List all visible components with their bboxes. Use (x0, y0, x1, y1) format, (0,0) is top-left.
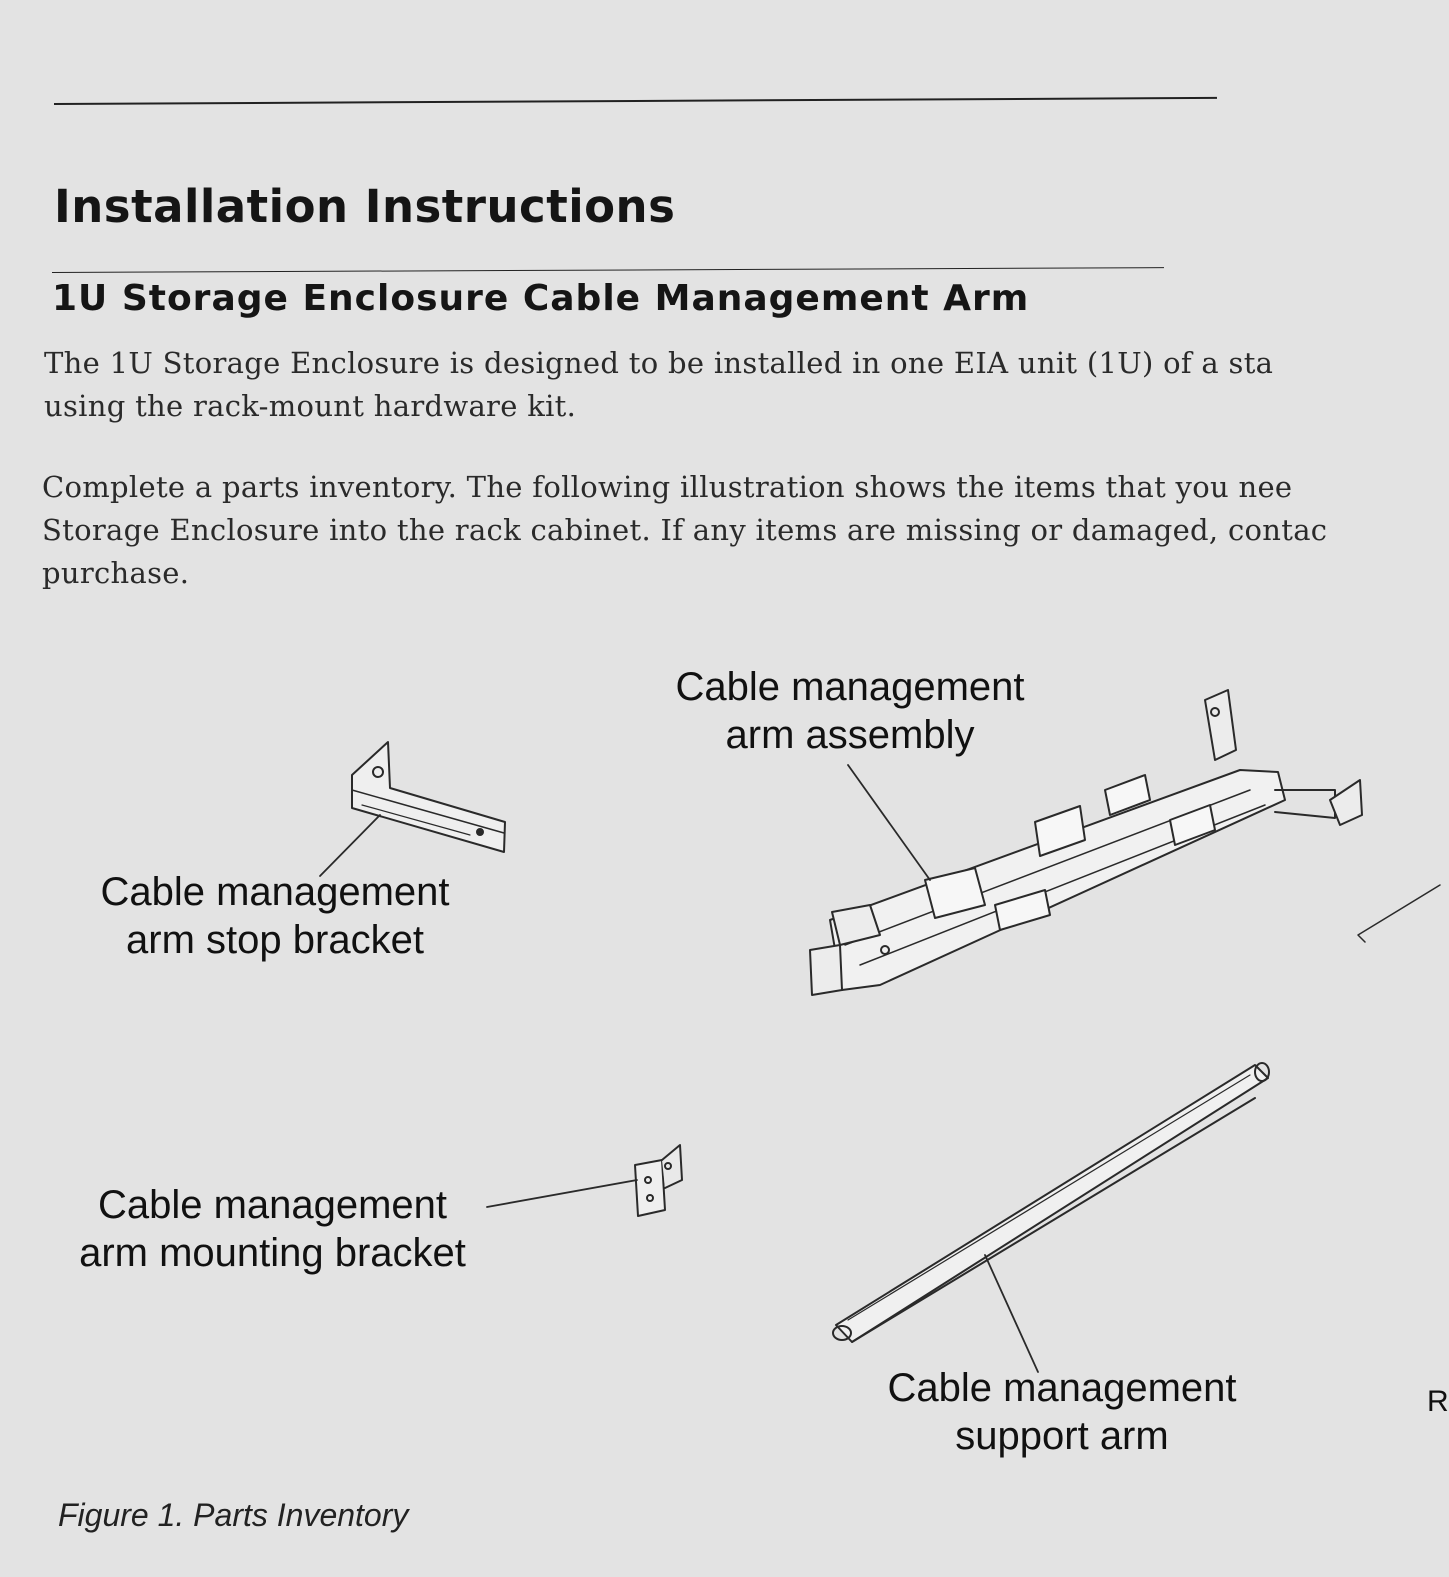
support-arm-illustration (833, 1063, 1269, 1342)
support-arm-callout (862, 1364, 1262, 1460)
cut-off-part-edge (1358, 885, 1440, 942)
mounting-bracket-callout (50, 1181, 495, 1277)
section-title: 1U Storage Enclosure Cable Management Arm (52, 278, 1030, 319)
figure-caption: Figure 1. Parts Inventory (58, 1497, 409, 1533)
arm-assembly-leader-line (848, 765, 930, 880)
callout-line: Cable management (100, 870, 450, 914)
paragraph-line: purchase. (42, 556, 190, 590)
callout-line: arm stop bracket (126, 918, 424, 962)
callout-line: Cable management (675, 665, 1025, 709)
callout-line: arm assembly (725, 713, 975, 757)
callout-line: Cable management (887, 1366, 1237, 1410)
callout-line: arm mounting bracket (79, 1231, 466, 1275)
page-title: Installation Instructions (54, 180, 676, 233)
paragraph-line: The 1U Storage Enclosure is designed to be installed in one EIA unit (1U) of a sta (44, 346, 1274, 380)
callout-line: support arm (955, 1414, 1169, 1458)
mounting-bracket-illustration (635, 1145, 682, 1216)
stop-bracket-leader-line (320, 815, 380, 876)
paragraph-line: Storage Enclosure into the rack cabinet. If any items are missing or damaged, contac (42, 513, 1328, 547)
arm-assembly-callout (640, 663, 1060, 759)
support-arm-leader-line (985, 1255, 1038, 1372)
callout-line: Cable management (97, 1183, 448, 1227)
cut-off-callout: R (1427, 1385, 1449, 1418)
stop-bracket-callout (70, 868, 480, 964)
paragraph-line: Complete a parts inventory. The following illustration shows the items that you nee (42, 470, 1293, 504)
mounting-bracket-leader-line (487, 1180, 637, 1207)
stop-bracket-illustration (352, 742, 505, 852)
paragraph-line: using the rack-mount hardware kit. (44, 389, 577, 423)
